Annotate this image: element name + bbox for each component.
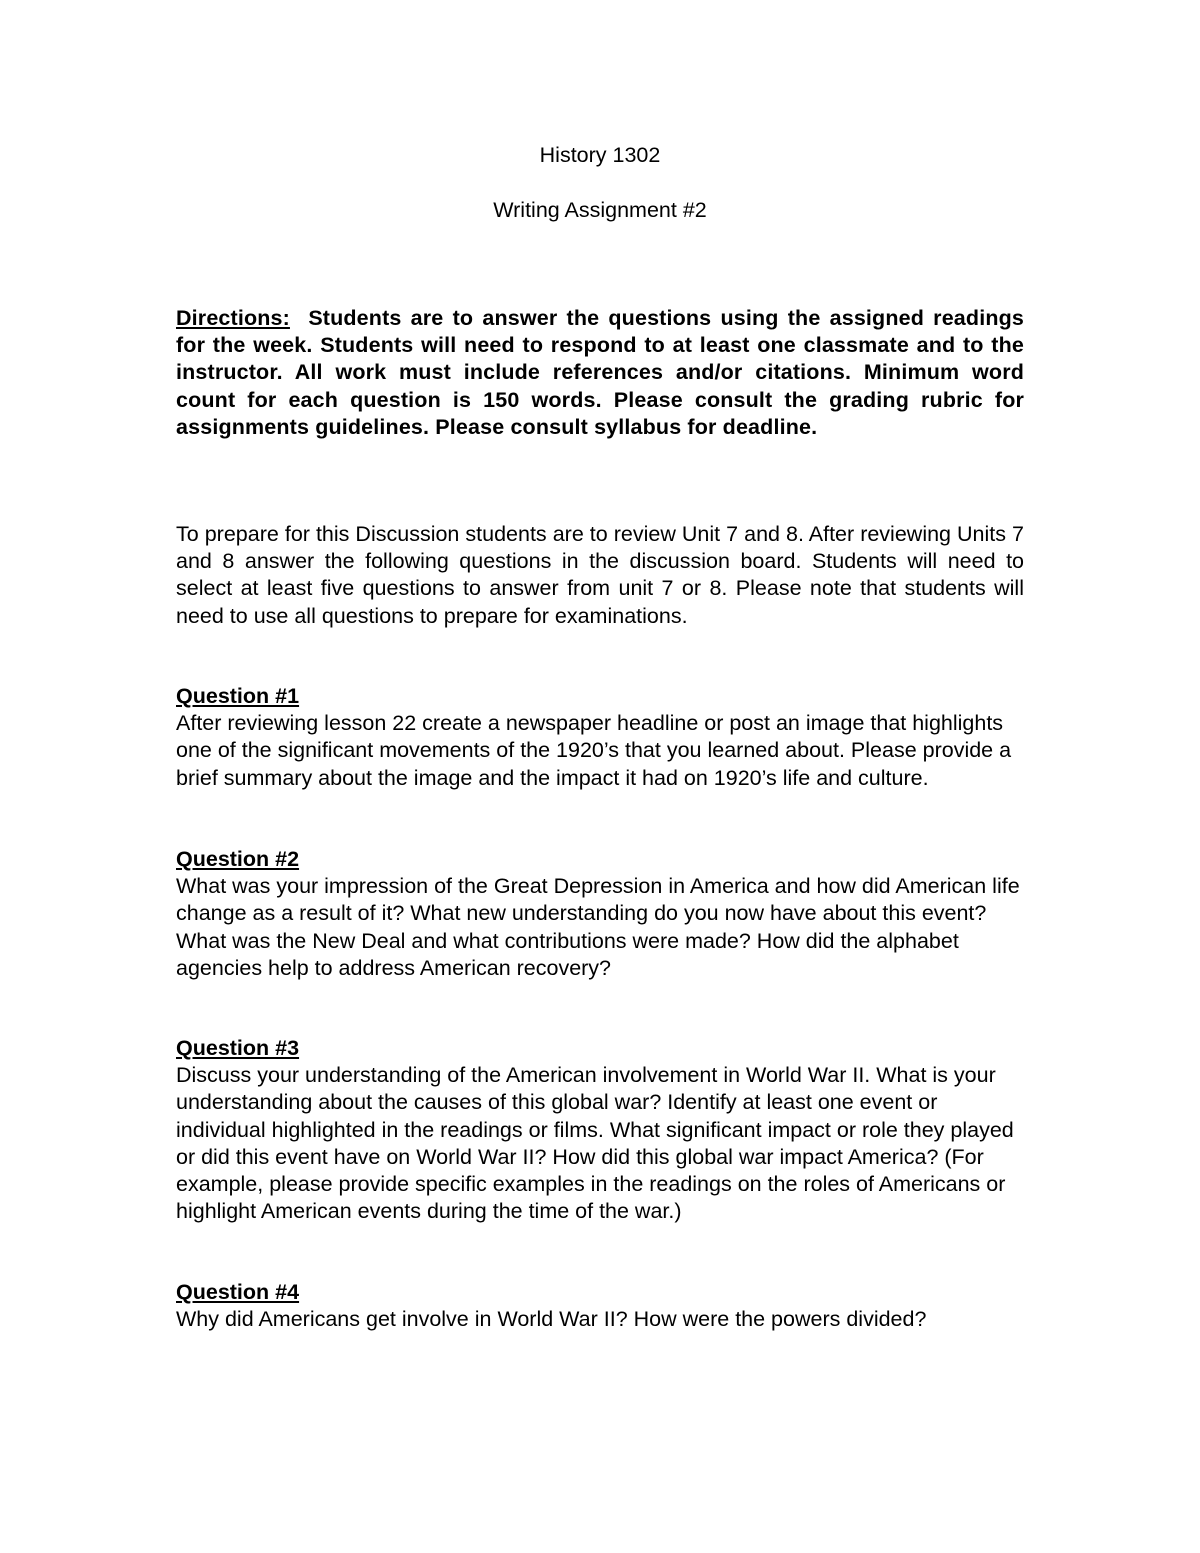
question-text: Why did Americans get involve in World War II? How were the powers divided? <box>176 1307 927 1332</box>
document-title: History 1302 <box>539 143 661 167</box>
question-heading: Question #2 <box>176 847 300 871</box>
question-heading: Question #1 <box>176 684 300 708</box>
directions-text: Students are to answer the questions using the assigned readings for the week. Students will need to respond to at least one classmate and to the instructor. All work must include references and/or citations. Minimum word count for each question is 150 words. Please consult the grading rubric for assignments guidelines. Please consult syllabus for deadline. <box>176 306 1024 439</box>
question-section <box>176 683 1024 792</box>
question-section <box>176 1035 1024 1225</box>
question-text: Discuss your understanding of the American involvement in World War II. What is your understanding about the causes of this global war? Identify at least one event or individual highlighted in the readings or films. What significant impact or role they played or did this event have on World War II? How did this global war impact America? (For example, please provide specific examples in the readings on the roles of Americans or highlight American events during the time of the war.) <box>176 1063 1014 1224</box>
directions-label: Directions: <box>176 306 290 330</box>
question-heading: Question #3 <box>176 1036 300 1060</box>
document-subtitle: Writing Assignment #2 <box>493 198 707 222</box>
question-section <box>176 846 1024 982</box>
directions-paragraph <box>176 305 1024 441</box>
question-section <box>176 1279 1024 1333</box>
question-text: After reviewing lesson 22 create a newspaper headline or post an image that highlights one of the significant movements of the 1920’s that you learned about. Please provide a brief summary about the image and the impact it had on 1920’s life and culture. <box>176 711 1012 790</box>
preparation-paragraph: To prepare for this Discussion students are to review Unit 7 and 8. After reviewing Units 7 and 8 answer the following questions in the discussion board. Students will need to select at least five questions to answer from unit 7 or 8. Please note that students will need to use all questions to prepare for examinations. <box>176 522 1024 628</box>
question-text: What was your impression of the Great Depression in America and how did American life change as a result of it? What new understanding do you now have about this event? What was the New Deal and what contributions were made? How did the alphabet agencies help to address American recovery? <box>176 874 1020 980</box>
question-heading: Question #4 <box>176 1280 300 1304</box>
